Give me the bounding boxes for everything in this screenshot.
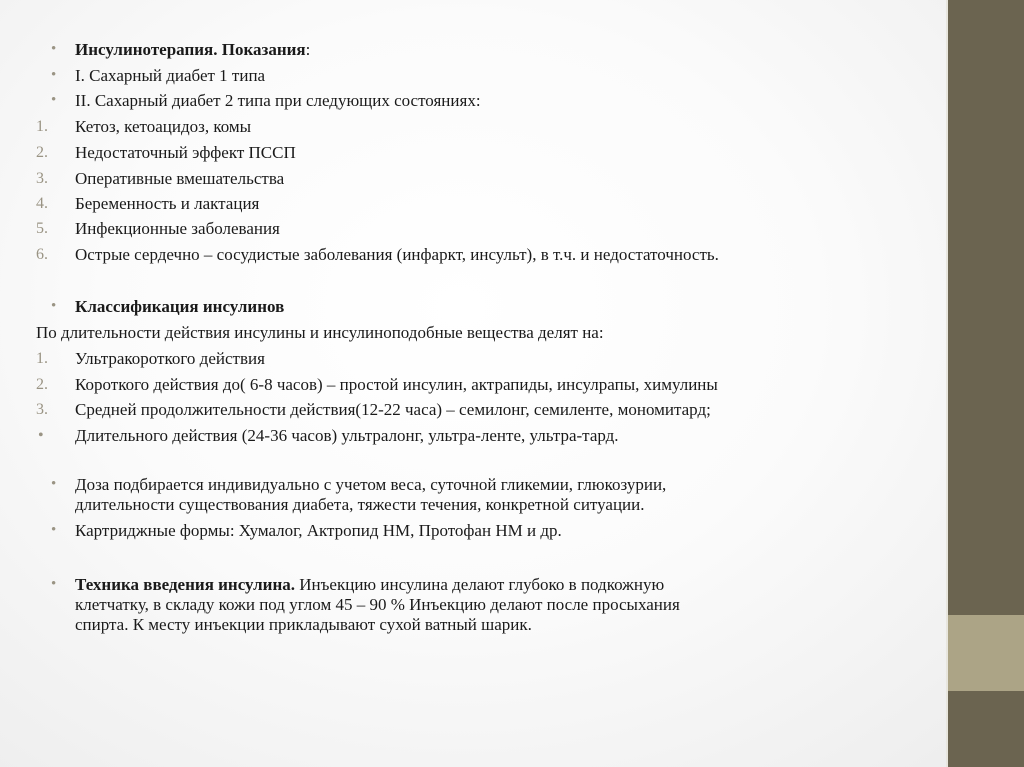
bullet-marker: •	[51, 298, 57, 314]
sidebar-top-block	[948, 0, 1024, 615]
bullet-marker: •	[51, 67, 57, 83]
technique-line-2: клетчатку, в складу кожи под углом 45 – 90 % Инъекцию делают после просыхания	[75, 595, 680, 614]
item-number: 1.	[36, 118, 48, 135]
item-text: Средней продолжительности действия(12-22 часа) – семилонг, семиленте, мономитард;	[75, 400, 711, 419]
item-text: Короткого действия до( 6-8 часов) – простой инсулин, актрапиды, инсулрапы, химулины	[75, 375, 718, 394]
sidebar-bottom-block	[948, 691, 1024, 767]
type1-text: I. Сахарный диабет 1 типа	[75, 66, 266, 85]
item-number: 4.	[36, 195, 48, 212]
dose-line-2: длительности существования диабета, тяжести течения, конкретной ситуации.	[75, 495, 645, 514]
item-text: Беременность и лактация	[75, 194, 260, 213]
bullet-marker: •	[51, 576, 57, 592]
item-number: 2.	[36, 144, 48, 161]
technique-line-1: Инъекцию инсулина делают глубоко в подкожную	[295, 575, 665, 594]
item-number: 3.	[36, 401, 48, 418]
cartridge-text: Картриджные формы: Хумалог, Актропид НМ, Протофан НМ и др.	[75, 521, 562, 540]
item-text: Инфекционные заболевания	[75, 219, 280, 238]
bullet-marker: •	[51, 92, 57, 108]
item-number: 2.	[36, 376, 48, 393]
indications-title-suffix: :	[305, 40, 311, 59]
item-text: Острые сердечно – сосудистые заболевания (инфаркт, инсульт), в т.ч. и недостаточность.	[75, 245, 719, 264]
item-text: Длительного действия (24-36 часов) ультралонг, ультра-ленте, ультра-тард.	[75, 426, 619, 445]
dose-line-1: Доза подбирается индивидуально с учетом веса, суточной гликемии, глюкозурии,	[75, 475, 667, 494]
item-number: 5.	[36, 220, 48, 237]
classification-intro: По длительности действия инсулины и инсулиноподобные вещества делят на:	[36, 323, 604, 342]
bullet-marker: •	[51, 522, 57, 538]
item-number: 3.	[36, 170, 48, 187]
item-text: Кетоз, кетоацидоз, комы	[75, 117, 252, 136]
bullet-marker: •	[51, 476, 57, 492]
item-text: Оперативные вмешательства	[75, 169, 285, 188]
indications-title-bold: Инсулинотерапия. Показания	[75, 40, 306, 59]
classification-title-text: Классификация инсулинов	[75, 297, 285, 316]
sidebar-accent-block	[948, 615, 1024, 691]
technique-line-3: спирта. К месту инъекции прикладывают сухой ватный шарик.	[75, 615, 532, 634]
item-number: 1.	[36, 350, 48, 367]
item-number: 6.	[36, 246, 48, 263]
item-text: Недостаточный эффект ПССП	[75, 143, 296, 162]
type2-text: II. Сахарный диабет 2 типа при следующих состояниях:	[75, 91, 481, 110]
item-bullet: •	[38, 427, 44, 444]
bullet-marker: •	[51, 41, 57, 57]
item-text: Ультракороткого действия	[75, 349, 265, 368]
technique-title: Техника введения инсулина.	[75, 575, 296, 594]
